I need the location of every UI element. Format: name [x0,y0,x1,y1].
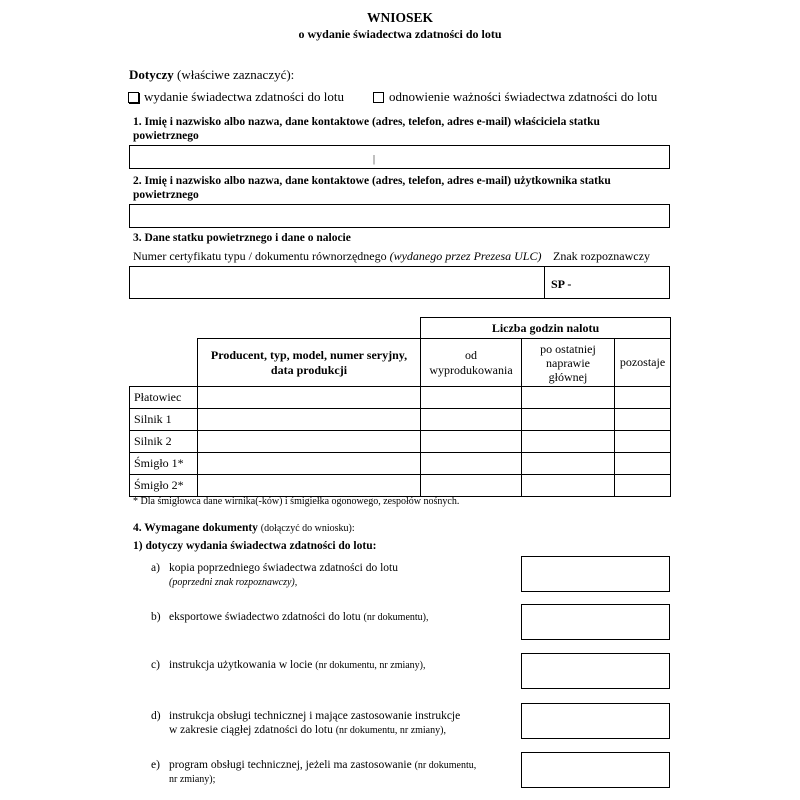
doc-item-b-line [169,611,429,623]
table-cell[interactable] [421,475,522,497]
doc-item-e-note2: nr zmiany); [169,774,216,785]
doc-item-d-letter: d) [151,710,161,722]
doc-item-e-text: program obsługi technicznej, jeżeli ma zastosowanie [169,759,412,771]
table-cell[interactable] [522,475,615,497]
table-cell[interactable] [522,409,615,431]
overhaul-header-line2: naprawie [546,355,590,370]
owner-heading: 1. Imię i nazwisko albo nazwa, dane kontaktowe (adres, telefon, adres e-mail) właściciela statku [133,116,600,128]
table-row [130,431,671,453]
doc-item-a-letter: a) [151,562,160,574]
producer-header-line1: Producent, typ, model, numer seryjny, [210,347,408,362]
doc-item-b-note: (nr dokumentu), [363,612,429,623]
table-cell[interactable] [198,431,421,453]
renewal-option-label: odnowienie ważności świadectwa zdatności do lotu [389,89,658,104]
concerns-line [129,67,294,83]
user-heading: 2. Imię i nazwisko albo nazwa, dane kontaktowe (adres, telefon, adres e-mail) użytkownika statku [133,175,611,187]
table-cell[interactable] [615,387,671,409]
doc-item-e-line [169,759,476,771]
doc-item-d-line2 [169,724,446,736]
form-title: WNIOSEK [366,10,434,25]
doc-item-e-note: (nr dokumentu, [414,760,477,771]
remaining-header: pozostaje [615,339,671,387]
doc-item-a-box[interactable] [521,556,670,592]
producer-header-line2: data produkcji [270,362,348,377]
table-cell[interactable] [522,387,615,409]
table-cell[interactable] [421,431,522,453]
doc-item-d-box[interactable] [521,703,670,739]
renewal-checkbox[interactable] [373,92,384,103]
row-label: Śmigło 2* [130,475,198,497]
registration-label: Znak rozpoznawczy [553,249,650,263]
documents-heading: 4. Wymagane dokumenty [133,522,258,534]
doc-item-d-text: instrukcja obsługi technicznej i mające zastosowanie instrukcje [169,710,461,722]
certificate-number-field[interactable] [129,266,545,299]
doc-item-d-note: (nr dokumentu, nr zmiany), [335,725,446,736]
registration-field[interactable] [544,266,670,299]
doc-item-b-box[interactable] [521,604,670,640]
table-cell[interactable] [198,453,421,475]
documents-heading-hint: (dołączyć do wniosku): [260,523,355,534]
concerns-hint: (właściwe zaznaczyć): [177,67,295,82]
documents-subheading: 1) dotyczy wydania świadectwa zdatności do lotu: [133,540,377,552]
table-cell[interactable] [615,409,671,431]
doc-item-c-letter: c) [151,659,160,671]
user-heading-cont: powietrznego [133,189,199,201]
since-manufacture-header [421,339,522,387]
doc-item-e-letter: e) [151,759,160,771]
table-row [130,475,671,497]
row-label: Silnik 2 [130,431,198,453]
table-cell[interactable] [522,453,615,475]
table-cell[interactable] [421,453,522,475]
text-cursor: | [373,154,376,165]
row-label: Śmigło 1* [130,453,198,475]
user-field[interactable] [129,204,670,228]
doc-item-b-letter: b) [151,611,161,623]
row-label: Silnik 1 [130,409,198,431]
since-overhaul-header [522,339,615,387]
table-footnote: * Dla śmigłowca dane wirnika(-ków) i śmigiełka ogonowego, zespołów nośnych. [133,496,460,507]
table-row [130,387,671,409]
table-cell[interactable] [615,431,671,453]
table-cell[interactable] [421,387,522,409]
doc-item-a-note: (poprzedni znak rozpoznawczy), [169,577,298,588]
doc-item-c-line [169,659,426,671]
table-cell[interactable] [198,409,421,431]
table-cell[interactable] [421,409,522,431]
flight-hours-header: Liczba godzin nalotu [421,318,671,339]
owner-field[interactable] [129,145,670,169]
table-cell[interactable] [615,453,671,475]
since-header-line1: od [465,347,477,362]
aircraft-heading: 3. Dane statku powietrznego i dane o nalocie [133,232,351,244]
overhaul-header-line1: po ostatniej [540,341,596,356]
cert-note: (wydanego przez Prezesa ULC) [389,249,542,263]
table-cell[interactable] [615,475,671,497]
doc-item-c-box[interactable] [521,653,670,689]
flight-hours-table [129,317,671,497]
table-cell[interactable] [198,387,421,409]
doc-item-b-text: eksportowe świadectwo zdatności do lotu [169,611,361,623]
doc-item-c-note: (nr dokumentu, nr zmiany), [315,660,426,671]
doc-item-e-box[interactable] [521,752,670,788]
table-row [130,409,671,431]
row-label: Płatowiec [130,387,198,409]
cert-label-line [133,249,541,264]
issue-checkbox[interactable] [128,92,139,103]
overhaul-header-line3: głównej [548,369,588,384]
doc-item-a-text: kopia poprzedniego świadectwa zdatności do lotu [169,562,398,574]
owner-heading-cont: powietrznego [133,130,199,142]
table-row [130,453,671,475]
since-header-line2: wyprodukowania [429,362,513,377]
form-subtitle: o wydanie świadectwa zdatności do lotu [298,27,502,41]
table-cell[interactable] [522,431,615,453]
issue-option-label: wydanie świadectwa zdatności do lotu [144,89,344,104]
producer-column-header [198,339,421,387]
cert-label: Numer certyfikatu typu / dokumentu równorzędnego [133,249,387,263]
doc-item-c-text: instrukcja użytkowania w locie [169,659,313,671]
concerns-label: Dotyczy [129,67,174,82]
table-cell[interactable] [198,475,421,497]
doc-item-d-text2: w zakresie ciągłej zdatności do lotu [169,724,333,736]
registration-prefix: SP - [551,277,572,291]
documents-heading-line [133,522,355,534]
